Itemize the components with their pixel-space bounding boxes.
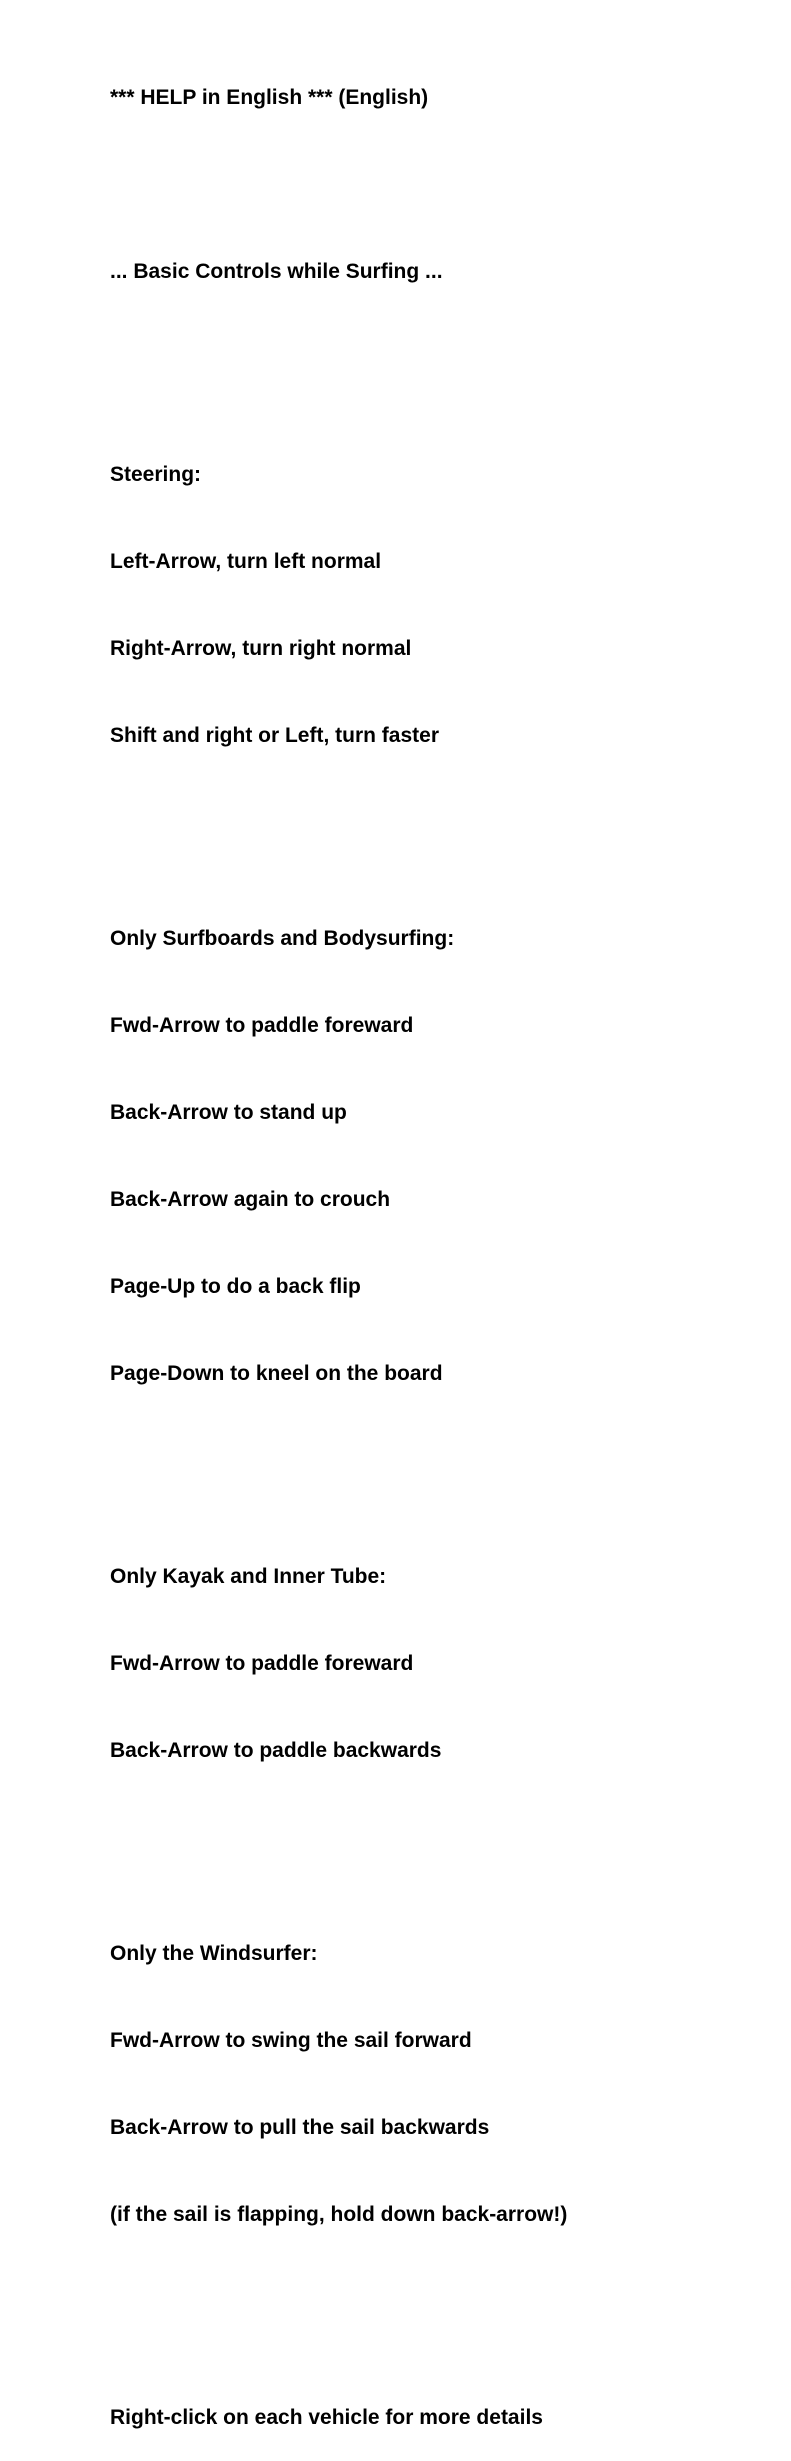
instruction-line: Fwd-Arrow to paddle foreward (110, 1652, 414, 1675)
blank-line (110, 2287, 567, 2316)
instruction-line: Back-Arrow to stand up (110, 1101, 347, 1124)
section-heading-kayak: Only Kayak and Inner Tube: (110, 1565, 387, 1588)
instruction-line: Back-Arrow to paddle backwards (110, 1739, 442, 1762)
instruction-line: Page-Up to do a back flip (110, 1275, 361, 1298)
instruction-line: Right-Arrow, turn right normal (110, 637, 412, 660)
blank-line (110, 344, 567, 373)
instruction-line: Shift and right or Left, turn faster (110, 724, 439, 747)
instruction-line: Page-Down to kneel on the board (110, 1362, 443, 1385)
help-footer: Right-click on each vehicle for more details (110, 2406, 543, 2429)
help-subtitle: ... Basic Controls while Surfing ... (110, 260, 443, 283)
blank-line (110, 808, 567, 837)
instruction-line: Left-Arrow, turn left normal (110, 550, 382, 573)
blank-line (110, 170, 567, 199)
blank-line (110, 1823, 567, 1852)
section-heading-steering: Steering: (110, 463, 202, 486)
instruction-line: Fwd-Arrow to paddle foreward (110, 1014, 414, 1037)
instruction-line: Fwd-Arrow to swing the sail forward (110, 2029, 472, 2052)
section-heading-surfboards: Only Surfboards and Bodysurfing: (110, 927, 455, 950)
help-title: *** HELP in English *** (English) (110, 86, 429, 109)
section-heading-windsurfer: Only the Windsurfer: (110, 1942, 318, 1965)
blank-line (110, 1446, 567, 1475)
instruction-line: Back-Arrow to pull the sail backwards (110, 2116, 490, 2139)
instruction-line: (if the sail is flapping, hold down back-arrow!) (110, 2203, 568, 2226)
instruction-line: Back-Arrow again to crouch (110, 1188, 391, 1211)
help-document (110, 25, 567, 2461)
